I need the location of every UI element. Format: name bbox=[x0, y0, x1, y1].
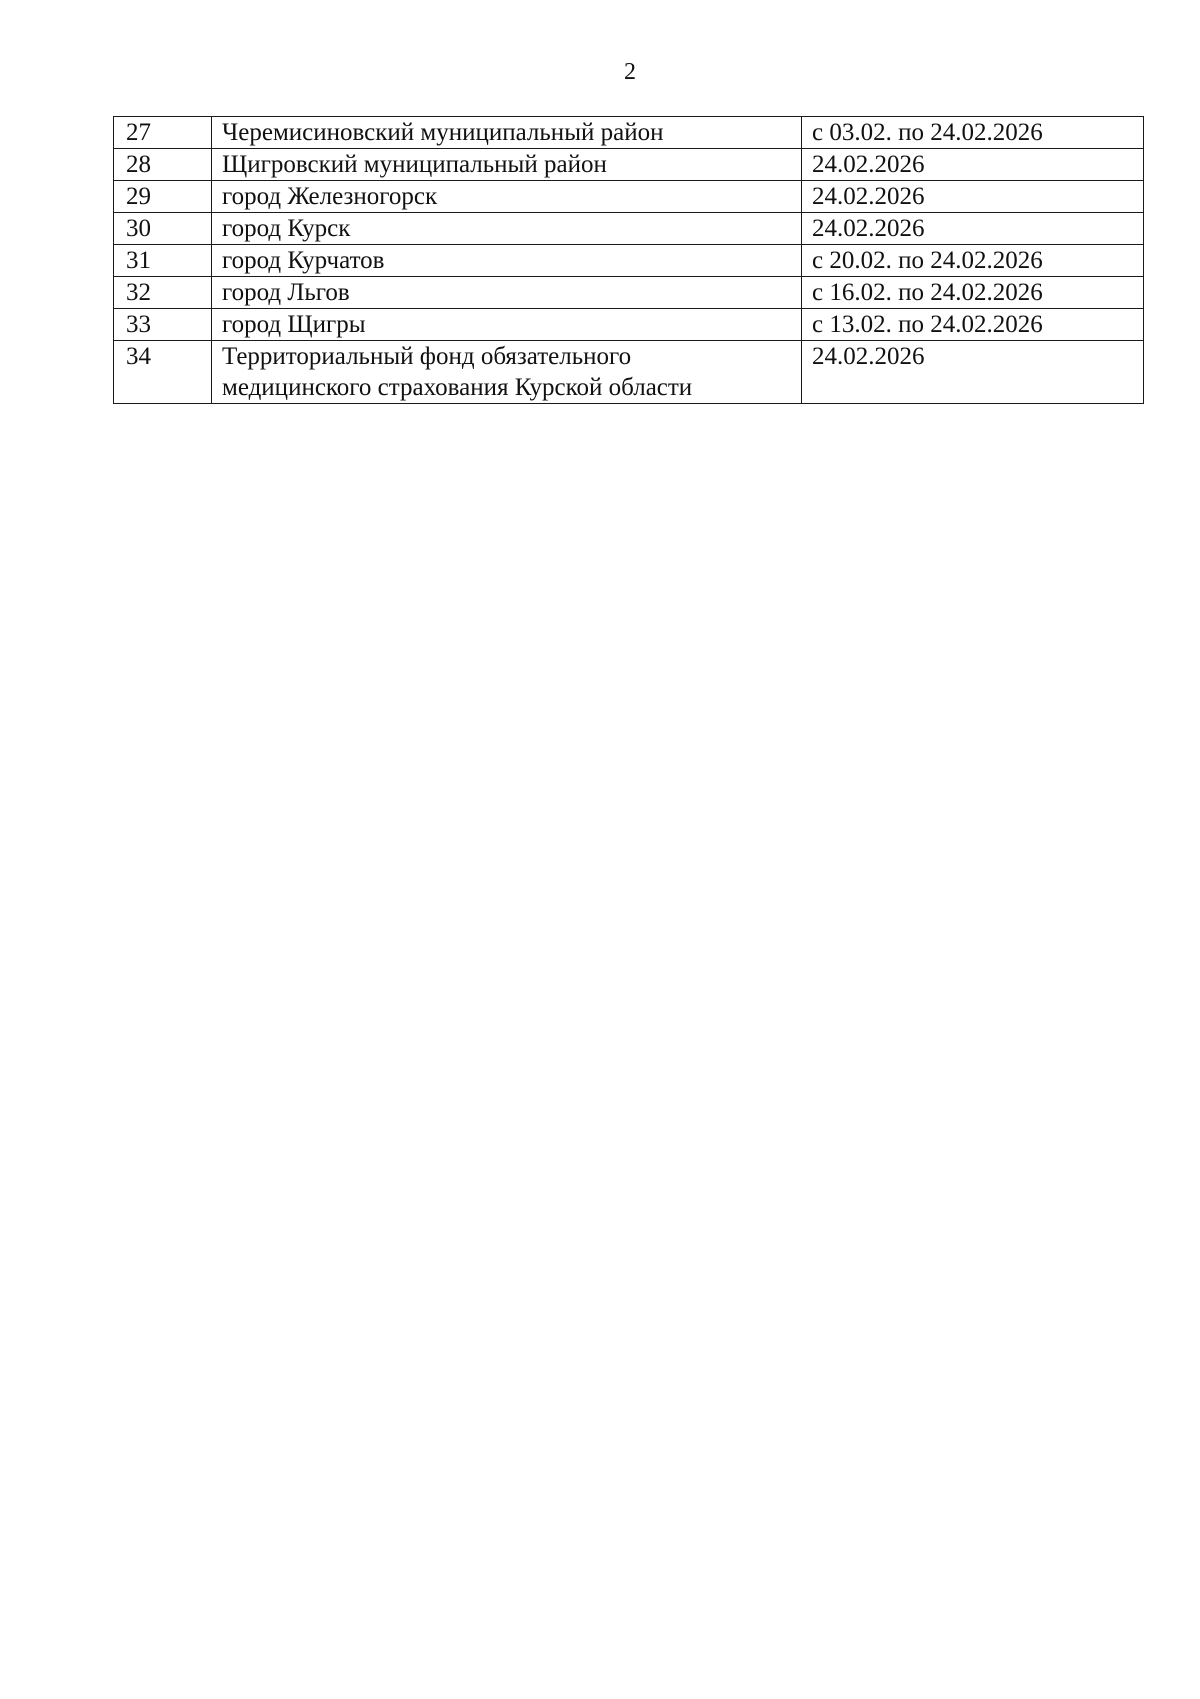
organization-name: город Курчатов bbox=[212, 245, 802, 277]
period: с 20.02. по 24.02.2026 bbox=[802, 245, 1144, 277]
organization-name: город Щигры bbox=[212, 309, 802, 341]
row-number: 30 bbox=[114, 213, 212, 245]
organization-name: Щигровский муниципальный район bbox=[212, 149, 802, 181]
page-number: 2 bbox=[624, 59, 636, 85]
organization-name: город Железногорск bbox=[212, 181, 802, 213]
organization-name bbox=[212, 341, 802, 404]
table-row bbox=[114, 245, 1144, 277]
table-row bbox=[114, 117, 1144, 149]
table-row bbox=[114, 149, 1144, 181]
period: 24.02.2026 bbox=[802, 213, 1144, 245]
row-number: 34 bbox=[114, 341, 212, 404]
row-number: 31 bbox=[114, 245, 212, 277]
row-number: 28 bbox=[114, 149, 212, 181]
row-number: 29 bbox=[114, 181, 212, 213]
row-number: 32 bbox=[114, 277, 212, 309]
organization-name: город Льгов bbox=[212, 277, 802, 309]
table-row bbox=[114, 181, 1144, 213]
row-number: 33 bbox=[114, 309, 212, 341]
organization-name: Черемисиновский муниципальный район bbox=[212, 117, 802, 149]
row-number: 27 bbox=[114, 117, 212, 149]
organization-name-line: медицинского страхования Курской области bbox=[222, 374, 693, 401]
organization-name-line: Территориальный фонд обязательного bbox=[222, 343, 632, 370]
table-row bbox=[114, 277, 1144, 309]
table-row bbox=[114, 341, 1144, 404]
table-row bbox=[114, 213, 1144, 245]
period: 24.02.2026 bbox=[802, 149, 1144, 181]
period: с 16.02. по 24.02.2026 bbox=[802, 277, 1144, 309]
period: 24.02.2026 bbox=[802, 341, 1144, 404]
period: 24.02.2026 bbox=[802, 181, 1144, 213]
table-row bbox=[114, 309, 1144, 341]
period: с 13.02. по 24.02.2026 bbox=[802, 309, 1144, 341]
period: с 03.02. по 24.02.2026 bbox=[802, 117, 1144, 149]
schedule-table bbox=[113, 116, 1144, 404]
organization-name: город Курск bbox=[212, 213, 802, 245]
